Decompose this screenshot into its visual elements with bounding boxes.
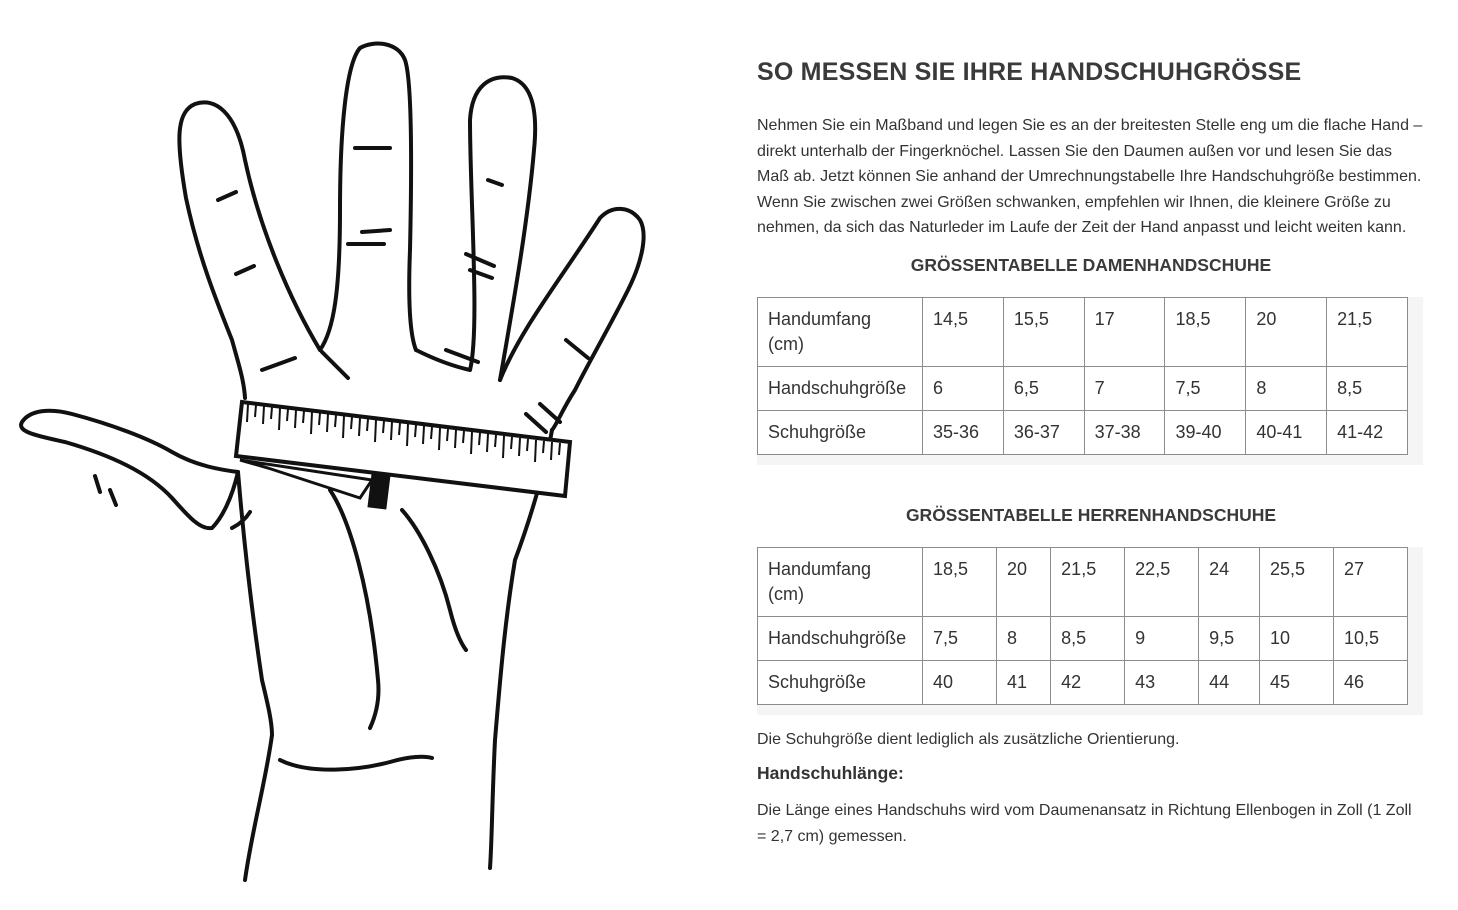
row-label: Schuhgröße bbox=[758, 410, 923, 454]
table-cell: 9,5 bbox=[1199, 616, 1260, 660]
table-cell: 43 bbox=[1125, 660, 1199, 704]
table-cell: 14,5 bbox=[923, 297, 1004, 366]
table-cell: 20 bbox=[1246, 297, 1327, 366]
men-size-table bbox=[757, 547, 1408, 705]
table-row bbox=[758, 410, 1408, 454]
page-title: SO MESSEN SIE IHRE HANDSCHUHGRÖSSE bbox=[757, 58, 1302, 86]
men-table-title: GRÖSSENTABELLE HERRENHANDSCHUHE bbox=[905, 504, 1277, 525]
row-label: Handumfang (cm) bbox=[758, 547, 923, 616]
shoe-size-note: Die Schuhgröße dient lediglich als zusätzliche Orientierung. bbox=[757, 730, 1180, 748]
table-cell: 39-40 bbox=[1165, 410, 1246, 454]
table-cell: 8 bbox=[1246, 366, 1327, 410]
size-guide-content bbox=[757, 58, 1425, 849]
women-size-table bbox=[757, 297, 1408, 455]
row-label: Handschuhgröße bbox=[758, 366, 923, 410]
measuring-tape bbox=[236, 402, 570, 509]
table-cell: 45 bbox=[1259, 660, 1333, 704]
table-cell: 22,5 bbox=[1125, 547, 1199, 616]
table-cell: 35-36 bbox=[923, 410, 1004, 454]
table-cell: 18,5 bbox=[1165, 297, 1246, 366]
table-cell: 10 bbox=[1259, 616, 1333, 660]
table-cell: 8 bbox=[997, 616, 1051, 660]
table-cell: 7,5 bbox=[1165, 366, 1246, 410]
table-cell: 8,5 bbox=[1051, 616, 1125, 660]
row-label: Handschuhgröße bbox=[758, 616, 923, 660]
table-row bbox=[758, 366, 1408, 410]
table-row bbox=[758, 547, 1408, 616]
row-label: Handumfang (cm) bbox=[758, 297, 923, 366]
table-row bbox=[758, 297, 1408, 366]
table-cell: 42 bbox=[1051, 660, 1125, 704]
table-cell: 17 bbox=[1084, 297, 1165, 366]
table-cell: 20 bbox=[997, 547, 1051, 616]
table-cell: 6 bbox=[923, 366, 1004, 410]
table-cell: 41-42 bbox=[1327, 410, 1408, 454]
table-cell: 41 bbox=[997, 660, 1051, 704]
table-cell: 37-38 bbox=[1084, 410, 1165, 454]
table-cell: 36-37 bbox=[1003, 410, 1084, 454]
table-cell: 15,5 bbox=[1003, 297, 1084, 366]
table-cell: 9 bbox=[1125, 616, 1199, 660]
hand-measuring-illustration bbox=[0, 0, 700, 910]
table-cell: 40 bbox=[923, 660, 997, 704]
table-cell: 44 bbox=[1199, 660, 1260, 704]
intro-paragraph: Nehmen Sie ein Maßband und legen Sie es an der breitesten Stelle eng um die flache Hand – direkt unterhalb der Fingerknöchel. Lassen Sie den Daumen außen vor und lesen Sie das Maß ab. Jetzt können Sie anhand der Umrechnungstabelle Ihre Handschuhgröße bestimmen. Wenn Sie zwischen zwei Größen schwanken, empfehlen wir Ihnen, die kleinere Größe zu nehmen, da sich das Naturleder im Laufe der Zeit der Hand anpasst und leicht weiten kann. bbox=[757, 117, 1423, 237]
table-row bbox=[758, 660, 1408, 704]
table-cell: 27 bbox=[1333, 547, 1407, 616]
table-cell: 7,5 bbox=[923, 616, 997, 660]
table-cell: 24 bbox=[1199, 547, 1260, 616]
table-cell: 21,5 bbox=[1051, 547, 1125, 616]
table-row bbox=[758, 616, 1408, 660]
men-table-wrapper bbox=[757, 547, 1423, 715]
table-cell: 40-41 bbox=[1246, 410, 1327, 454]
glove-length-text: Die Länge eines Handschuhs wird vom Daumenansatz in Richtung Ellenbogen in Zoll (1 Zoll = 2,7 cm) gemessen. bbox=[757, 801, 1412, 845]
table-cell: 21,5 bbox=[1327, 297, 1408, 366]
table-cell: 25,5 bbox=[1259, 547, 1333, 616]
glove-length-heading: Handschuhlänge: bbox=[757, 762, 904, 783]
women-table-wrapper bbox=[757, 297, 1423, 465]
women-table-title: GRÖSSENTABELLE DAMENHANDSCHUHE bbox=[910, 254, 1272, 275]
table-cell: 6,5 bbox=[1003, 366, 1084, 410]
table-cell: 10,5 bbox=[1333, 616, 1407, 660]
row-label: Schuhgröße bbox=[758, 660, 923, 704]
table-cell: 7 bbox=[1084, 366, 1165, 410]
table-cell: 18,5 bbox=[923, 547, 997, 616]
table-cell: 8,5 bbox=[1327, 366, 1408, 410]
table-cell: 46 bbox=[1333, 660, 1407, 704]
